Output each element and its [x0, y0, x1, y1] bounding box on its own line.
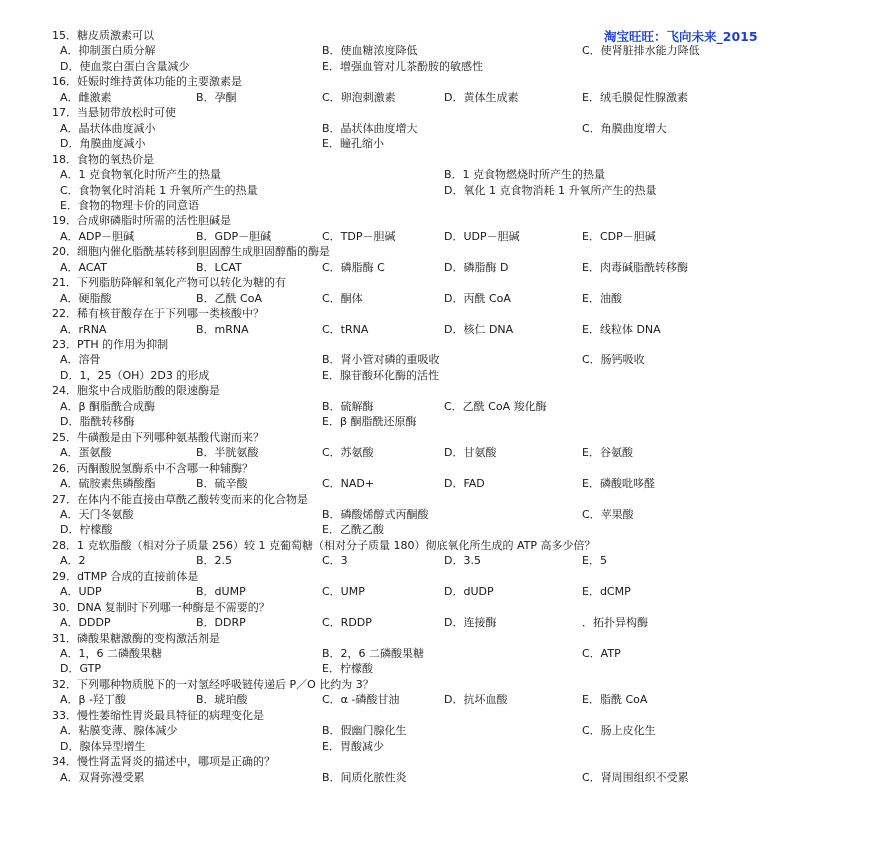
question-stem	[0, 383, 870, 398]
answer-option: D．FAD	[444, 477, 485, 491]
answer-option: E．5	[582, 554, 607, 568]
options-row	[0, 723, 870, 738]
answer-option: A．雌激素	[60, 90, 112, 104]
answer-option: D．抗坏血酸	[444, 693, 508, 707]
question-stem	[0, 492, 870, 507]
answer-option: D．3.5	[444, 554, 481, 568]
answer-option: A．晶状体曲度减小	[60, 121, 156, 135]
options-row	[0, 322, 870, 337]
answer-option: B．半胱氨酸	[196, 446, 259, 460]
line-text: 33．慢性萎缩性胃炎最具特征的病理变化是	[52, 708, 264, 722]
line-text: 15．糖皮质激素可以	[52, 29, 154, 42]
answer-option: B．乙酰 CoA	[196, 291, 262, 305]
answer-option: C．使肾脏排水能力降低	[582, 44, 700, 58]
question-stem	[0, 306, 870, 321]
options-row	[0, 59, 870, 74]
options-row	[0, 553, 870, 568]
line-text: 20．细胞内催化脂酰基转移到胆固醇生成胆固醇酯的酶是	[52, 245, 330, 259]
answer-option: A．1，6 二磷酸果糖	[60, 647, 163, 660]
options-row	[0, 352, 870, 367]
answer-option: E．CDP－胆碱	[582, 229, 656, 243]
answer-option: E．柠檬酸	[322, 662, 373, 676]
line-text: 23．PTH 的作用为抑制	[52, 338, 169, 351]
question-stem	[0, 275, 870, 290]
options-row	[0, 661, 870, 676]
answer-option: A．溶骨	[60, 353, 101, 367]
answer-option: B．磷酸烯醇式丙酮酸	[322, 507, 429, 521]
answer-option: D．1，25（OH）2D3 的形成	[60, 368, 210, 382]
answer-option: C．3	[322, 554, 348, 568]
answer-option: A．硫胺素焦磷酸酯	[60, 477, 156, 491]
question-stem	[0, 600, 870, 615]
question-stem	[0, 244, 870, 259]
line-text: 29．dTMP 合成的直接前体是	[52, 569, 199, 583]
answer-option: C．肠钙吸收	[582, 353, 645, 367]
question-stem	[0, 337, 870, 352]
answer-option: C．RDDP	[322, 616, 372, 630]
question-stem	[0, 754, 870, 769]
options-row	[0, 90, 870, 105]
question-stem	[0, 430, 870, 445]
answer-option: A．粘膜变薄、腺体减少	[60, 724, 178, 738]
answer-option: C．肾周围组织不受累	[582, 770, 689, 784]
answer-option: D．UDP－胆碱	[444, 229, 520, 243]
answer-option: A．2	[60, 554, 86, 568]
answer-option: C．UMP	[322, 585, 365, 599]
answer-option: C．食物氧化时消耗 1 升氧所产生的热量	[60, 183, 258, 197]
options-row	[0, 229, 870, 244]
options-row	[0, 167, 870, 182]
answer-option: B．肾小管对磷的重吸收	[322, 353, 440, 367]
answer-option: D．核仁 DNA	[444, 322, 514, 336]
line-text: 32．下列哪种物质脱下的一对氢经呼吸链传递后 P／O 比约为 3？	[52, 677, 374, 691]
answer-option: D．丙酰 CoA	[444, 291, 511, 305]
options-row	[0, 476, 870, 491]
answer-option: B．mRNA	[196, 322, 249, 336]
line-text: 16．妊娠时维持黄体功能的主要激素是	[52, 75, 242, 89]
answer-option: D．连接酶	[444, 616, 497, 630]
answer-option: D．磷脂酶 D	[444, 260, 509, 274]
line-text: 34．慢性肾盂肾炎的描述中，哪项是正确的？	[52, 755, 275, 769]
question-stem	[0, 569, 870, 584]
watermark-text: 淘宝旺旺：飞向未来_2015	[604, 29, 758, 44]
answer-option: D．GTP	[60, 662, 101, 676]
question-stem	[0, 708, 870, 723]
line-text: 22．稀有核苷酸存在于下列哪一类核酸中？	[52, 307, 264, 321]
answer-option: E．增强血管对儿茶酚胺的敏感性	[322, 59, 483, 73]
line-text: 28．1 克软脂酸（相对分子质量 256）较 1 克葡萄糖（相对分子质量 180）彻底氧化所生成的 ATP 高多少倍？	[52, 538, 596, 552]
question-stem	[0, 74, 870, 89]
options-row	[0, 692, 870, 707]
answer-option: A．抑制蛋白质分解	[60, 44, 156, 58]
answer-option: E．线粒体 DNA	[582, 322, 661, 336]
answer-option: C．卵泡刺激素	[322, 90, 396, 104]
options-row	[0, 739, 870, 754]
line-text: 25．牛磺酸是由下列哪种氨基酸代谢而来？	[52, 430, 264, 444]
answer-option: C．TDP－胆碱	[322, 229, 396, 243]
answer-option: E．β 酮脂酰还原酶	[322, 415, 417, 429]
answer-option: D．角膜曲度减小	[60, 137, 146, 151]
answer-option: C．苏氨酸	[322, 446, 374, 460]
options-row	[0, 136, 870, 151]
answer-option: E．脂酰 CoA	[582, 693, 648, 707]
options-row	[0, 646, 870, 661]
options-row	[0, 507, 870, 522]
answer-option: D．脂酰转移酶	[60, 415, 135, 429]
answer-option: E．腺苷酸环化酶的活性	[322, 368, 439, 382]
line-text: 17．当悬韧带放松时可使	[52, 106, 176, 120]
answer-option: D．dUDP	[444, 585, 494, 599]
options-row	[0, 291, 870, 306]
line-text: 27．在体内不能直接由草酰乙酸转变而来的化合物是	[52, 492, 308, 506]
options-row	[0, 198, 870, 213]
answer-option: B．1 克食物燃烧时所产生的热量	[444, 168, 606, 182]
answer-option: B．硫解酶	[322, 399, 374, 413]
options-row	[0, 183, 870, 198]
answer-option: D．柠檬酸	[60, 523, 113, 537]
answer-option: B．2.5	[196, 554, 233, 568]
answer-option: E．绒毛膜促性腺激素	[582, 90, 688, 104]
answer-option: C．酮体	[322, 291, 363, 305]
answer-option: D．使血浆白蛋白含量减少	[60, 59, 190, 73]
answer-option: C．苹果酸	[582, 507, 634, 521]
answer-option: A．UDP	[60, 585, 102, 599]
answer-option: B．使血糖浓度降低	[322, 44, 418, 58]
line-text: 24．胞浆中合成脂肪酸的限速酶是	[52, 384, 220, 398]
options-row	[0, 414, 870, 429]
answer-option: B．LCAT	[196, 260, 242, 274]
answer-option: C．肠上皮化生	[582, 724, 656, 738]
answer-option: E．胃酸减少	[322, 739, 384, 753]
question-stem	[0, 677, 870, 692]
question-stem	[0, 28, 870, 43]
answer-option: B．间质化脓性炎	[322, 770, 407, 784]
line-text: 26．丙酮酸脱氢酶系中不含哪一种辅酶？	[52, 461, 253, 475]
line-text: 30．DNA 复制时下列哪一种酶是不需要的？	[52, 600, 270, 614]
options-row	[0, 121, 870, 136]
question-stem	[0, 213, 870, 228]
answer-option: B．晶状体曲度增大	[322, 121, 418, 135]
question-stem	[0, 631, 870, 646]
answer-option: A．ACAT	[60, 260, 107, 274]
answer-option: E．谷氨酸	[582, 446, 633, 460]
answer-option: A．ADP－胆碱	[60, 229, 135, 243]
answer-option: B．GDP－胆碱	[196, 229, 272, 243]
answer-option: C．乙酰 CoA 羧化酶	[444, 399, 547, 413]
answer-option: A．DDDP	[60, 616, 111, 630]
answer-option: A．β -羟丁酸	[60, 693, 127, 707]
question-stem	[0, 105, 870, 120]
answer-option: D．黄体生成素	[444, 90, 519, 104]
answer-option: A．天门冬氨酸	[60, 507, 134, 521]
answer-option: A．蛋氨酸	[60, 446, 112, 460]
answer-option: C．NAD+	[322, 477, 375, 491]
options-row	[0, 399, 870, 414]
options-row	[0, 522, 870, 537]
answer-option: B．假幽门腺化生	[322, 724, 407, 738]
answer-option: B．琥珀酸	[196, 693, 248, 707]
answer-option: C．磷脂酶 C	[322, 260, 385, 274]
line-text: E．食物的物理卡价的同意语	[60, 198, 199, 212]
answer-option: D．氧化 1 克食物消耗 1 升氧所产生的热量	[444, 183, 657, 197]
answer-option: C．ATP	[582, 647, 621, 660]
line-text: 19．合成卵磷脂时所需的活性胆碱是	[52, 214, 231, 228]
answer-option: A．双肾弥漫受累	[60, 770, 145, 784]
answer-option: B．DDRP	[196, 616, 246, 630]
line-text: 18．食物的氧热价是	[52, 152, 154, 166]
answer-option: A．1 克食物氧化时所产生的热量	[60, 168, 222, 182]
question-stem	[0, 152, 870, 167]
question-stem	[0, 461, 870, 476]
options-row	[0, 584, 870, 599]
answer-option: C．tRNA	[322, 322, 369, 336]
answer-option: E．油酸	[582, 291, 622, 305]
answer-option: D．腺体异型增生	[60, 739, 146, 753]
options-row	[0, 260, 870, 275]
answer-option: E．瞳孔缩小	[322, 137, 384, 151]
answer-option: D．甘氨酸	[444, 446, 497, 460]
answer-option: ．拓扑异构酶	[582, 616, 648, 630]
answer-option: B．孕酮	[196, 90, 237, 104]
question-stem	[0, 538, 870, 553]
options-row	[0, 615, 870, 630]
answer-option: A．硬脂酸	[60, 291, 112, 305]
answer-option: B．dUMP	[196, 585, 246, 599]
answer-option: E．乙酰乙酸	[322, 523, 384, 537]
answer-option: B．2，6 二磷酸果糖	[322, 647, 425, 660]
answer-option: C．角膜曲度增大	[582, 121, 667, 135]
options-row	[0, 368, 870, 383]
answer-option: E．dCMP	[582, 585, 631, 599]
options-row	[0, 445, 870, 460]
options-row	[0, 43, 870, 58]
answer-option: E．肉毒碱脂酰转移酶	[582, 260, 688, 274]
answer-option: E．磷酸吡哆醛	[582, 477, 655, 491]
answer-option: B．硫辛酸	[196, 477, 248, 491]
line-text: 31．磷酸果糖激酶的变构激活剂是	[52, 631, 220, 645]
answer-option: A．β 酮脂酰合成酶	[60, 399, 156, 413]
answer-option: A．rRNA	[60, 322, 107, 336]
line-text: 21．下列脂肪降解和氧化产物可以转化为糖的有	[52, 276, 286, 290]
options-row	[0, 770, 870, 785]
answer-option: C．α -磷酸甘油	[322, 693, 400, 707]
